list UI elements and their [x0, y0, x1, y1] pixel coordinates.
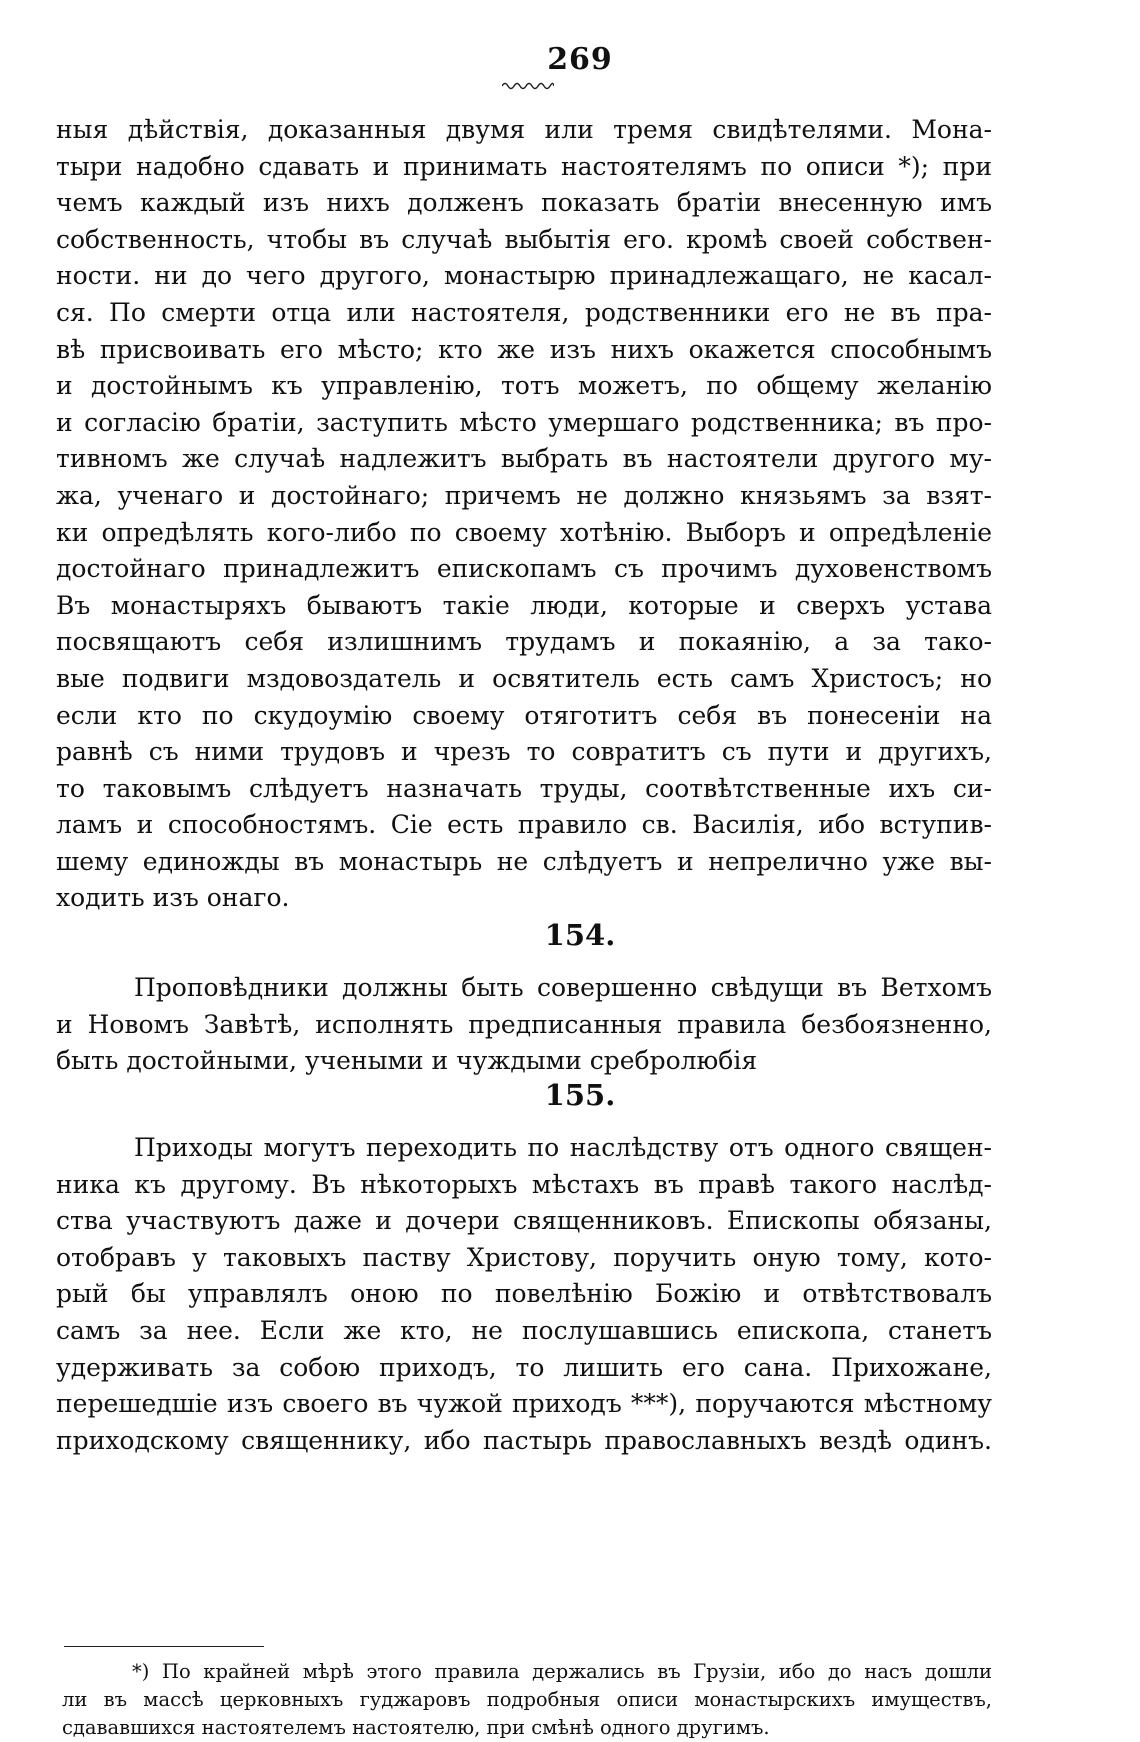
text-line: ся. По смерти отца или настоятеля, родственники его не въ пра- [56, 297, 992, 327]
text-line: собственность, чтобы въ случаѣ выбытія его. кромѣ своей собствен- [56, 224, 992, 254]
paragraph-continued [56, 112, 992, 917]
text-line: Въ монастыряхъ бываютъ такіе люди, которые и сверхъ устава [56, 590, 992, 620]
text-line: жа, ученаго и достойнаго; причемъ не должно князьямъ за взят- [56, 480, 992, 510]
text-line: ки опредѣлять кого-либо по своему хотѣнію. Выборъ и опредѣленіе [56, 517, 992, 547]
page-number-ornament [502, 80, 554, 90]
text-line: отобравъ у таковыхъ паству Христову, поручить оную тому, кото- [56, 1242, 992, 1272]
text-line: Приходы могутъ переходить по наслѣдству отъ одного священ- [134, 1133, 992, 1162]
text-line: ходить изъ онаго. [56, 883, 290, 913]
text-line: самъ за нее. Если же кто, не послушавшись епископа, станетъ [56, 1315, 992, 1345]
text-line: тыри надобно сдавать и принимать настоятелямъ по описи *); при [56, 151, 992, 181]
text-line: Проповѣдники должны быть совершенно свѣдущи въ Ветхомъ [134, 973, 992, 1002]
text-line: то таковымъ слѣдуетъ назначать труды, соотвѣтственные ихъ си- [56, 773, 992, 803]
footnote-1-line: ли въ массѣ церковныхъ гуджаровъ подробныя описи монастырскихъ имуществъ, [62, 1688, 992, 1711]
text-line: вѣ присвоивать его мѣсто; кто же изъ нихъ окажется способнымъ [56, 334, 992, 364]
text-line: и согласію братіи, заступить мѣсто умершаго родственника; въ про- [56, 407, 992, 437]
text-line: достойнаго принадлежитъ епископамъ съ прочимъ духовенствомъ [56, 554, 992, 584]
text-line: равнѣ съ ними трудовъ и чрезъ то совратитъ съ пути и другихъ, [56, 737, 992, 767]
text-line: перешедшіе изъ своего въ чужой приходъ ***), поручаются мѣстному [56, 1389, 992, 1419]
text-line: быть достойными, учеными и чуждыми сребролюбія [56, 1046, 758, 1076]
text-line: вые подвиги мздовоздатель и освятитель есть самъ Христосъ; но [56, 663, 992, 693]
text-line: ства участвуютъ даже и дочери священниковъ. Епископы обязаны, [56, 1206, 992, 1236]
text-line: если кто по скудоумію своему отяготитъ себя въ понесеніи на [56, 700, 992, 730]
page-number: 269 [547, 42, 613, 77]
paragraph-154 [56, 970, 992, 1080]
section-number-155: 155. [544, 1078, 616, 1112]
text-line: ности. ни до чего другого, монастырю принадлежащаго, не касал- [56, 261, 992, 291]
text-line: чемъ каждый изъ нихъ долженъ показать братіи внесенную имъ [56, 188, 992, 218]
text-line: тивномъ же случаѣ надлежитъ выбрать въ настоятели другого му- [56, 444, 992, 474]
text-line: ника къ другому. Въ нѣкоторыхъ мѣстахъ въ правѣ такого наслѣд- [56, 1169, 992, 1199]
text-line: ламъ и способностямъ. Сіе есть правило св. Василія, ибо вступив- [56, 810, 992, 840]
text-line: и достойнымъ къ управленію, тотъ можетъ, по общему желанію [56, 371, 992, 401]
text-line: удерживать за собою приходъ, то лишить его сана. Прихожане, [56, 1352, 992, 1382]
paragraph-155 [56, 1130, 992, 1459]
text-line: посвящаютъ себя излишнимъ трудамъ и покаянію, а за тако- [56, 627, 992, 657]
footnote-divider [64, 1646, 264, 1647]
text-line: ныя дѣйствія, доказанныя двумя или тремя свидѣтелями. Мона- [56, 115, 992, 144]
footnote-1-line: сдававшихся настоятелемъ настоятелю, при смѣнѣ одного другимъ. [62, 1716, 770, 1739]
footnotes [62, 1658, 992, 1742]
text-line: рый бы управлялъ оною по повелѣнію Божію и отвѣтствовалъ [56, 1279, 992, 1309]
text-line: шему единожды въ монастырь не слѣдуетъ и непрелично уже вы- [56, 846, 992, 876]
section-number-154: 154. [544, 918, 616, 952]
text-line: приходскому священнику, ибо пастырь православныхъ вездѣ одинъ. [56, 1425, 992, 1455]
text-line: и Новомъ Завѣтѣ, исполнять предписанныя правила безбоязненно, [56, 1009, 992, 1039]
footnote-1-line: *) По крайней мѣрѣ этого правила держались въ Грузіи, ибо до насъ дошли [132, 1660, 992, 1683]
